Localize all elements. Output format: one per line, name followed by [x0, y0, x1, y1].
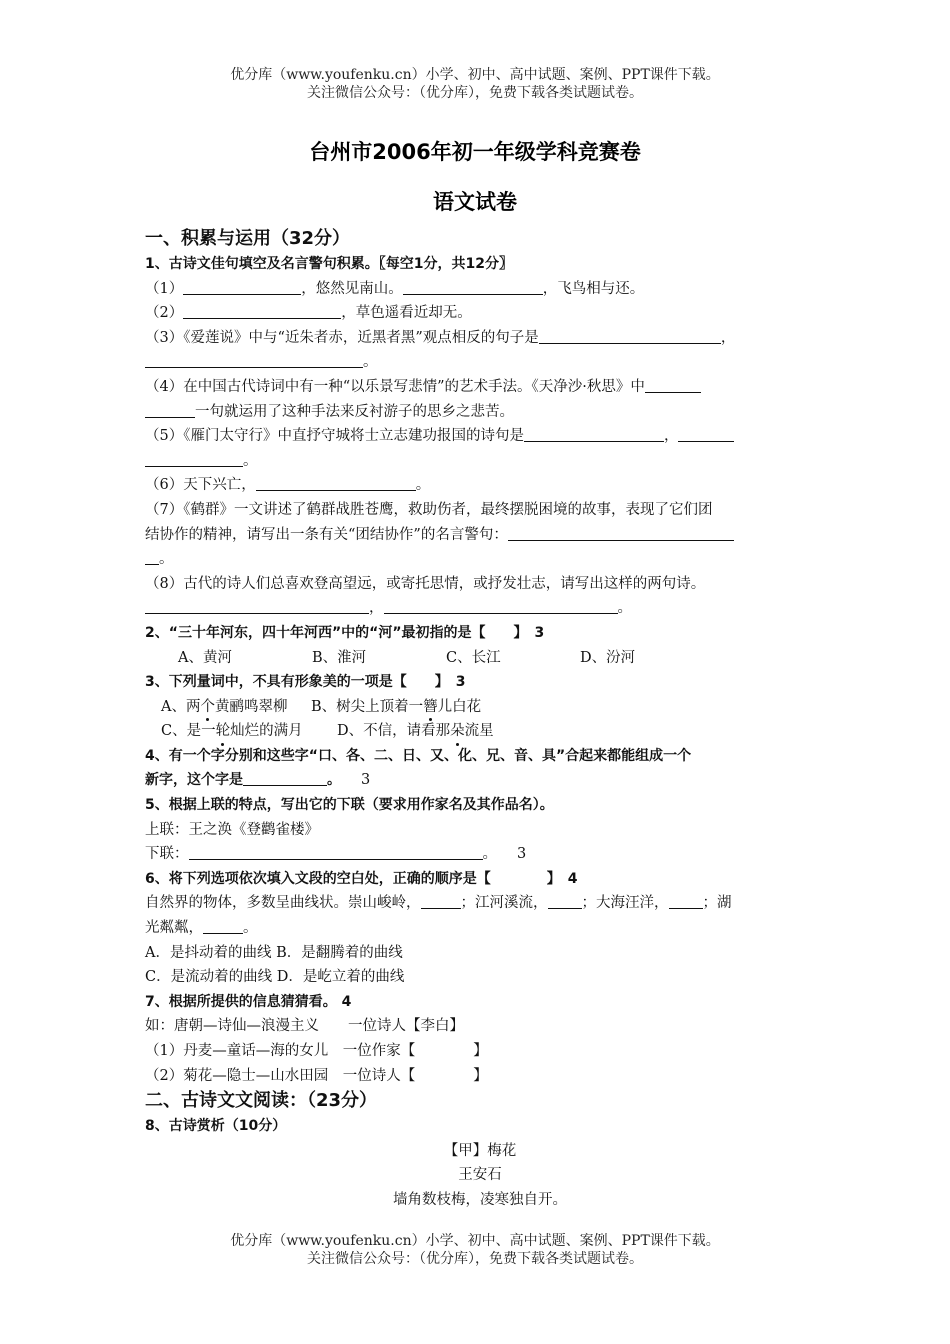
question-1-item-8-cont	[145, 596, 815, 621]
question-7-item-2: （2）菊花—隐士—山水田园 一位诗人【 】	[145, 1067, 488, 1084]
page-header	[0, 66, 950, 102]
item-text: 。	[415, 477, 431, 494]
question-1-item-3-cont	[145, 350, 815, 375]
page-footer	[0, 1232, 950, 1268]
question-1-item-2	[145, 301, 815, 326]
option-a[interactable]: A、两个黄鹂鸣翠柳	[161, 695, 311, 720]
question-1-item-5	[145, 424, 815, 449]
item-text: 一句就运用了这种手法来反衬游子的思乡之悲苦。	[195, 403, 514, 420]
option-d[interactable]: D、汾河	[580, 649, 636, 666]
question-7-stem: 7、根据所提供的信息猜猜看。 4	[145, 993, 352, 1010]
question-3-stem: 3、下列量词中，不具有形象美的一项是【 】 3	[145, 674, 466, 691]
footer-line-2: 关注微信公众号：（优分库），免费下载各类试题试卷。	[307, 1251, 643, 1267]
answer-blank[interactable]	[183, 278, 301, 295]
poem-author: 王安石	[458, 1167, 502, 1184]
item-text: 新字，这个字是	[145, 772, 243, 789]
header-line-1: 优分库（www.youfenku.cn）小学、初中、高中试题、案例、PPT课件下载。	[230, 67, 720, 83]
exam-content	[145, 226, 815, 1213]
item-text: （2）	[145, 305, 184, 322]
item-text: ，	[369, 600, 384, 617]
question-4-line-2	[145, 768, 815, 793]
answer-blank[interactable]	[243, 769, 327, 786]
question-2-stem: 2、“三十年河东，四十年河西”中的“河”最初指的是【 】 3	[145, 624, 545, 641]
item-text: 。	[159, 551, 174, 568]
question-6-stem: 6、将下列选项依次填入文段的空白处，正确的顺序是【 】 4	[145, 870, 578, 887]
question-1-item-1	[145, 277, 815, 302]
answer-blank[interactable]	[669, 892, 703, 909]
item-text: ，飞鸟相与还。	[542, 280, 645, 297]
question-1-item-7: （7）《鹤群》一文讲述了鹤群战胜苍鹰，救助伤者，最终摆脱困境的故事，表现了它们团	[145, 501, 713, 518]
question-1-item-6	[145, 473, 815, 498]
item-text: （6）天下兴亡，	[145, 477, 256, 494]
answer-blank[interactable]	[678, 425, 734, 442]
item-text: 。	[243, 920, 258, 937]
item-text: 。	[243, 452, 258, 469]
item-text: ；大海汪洋，	[581, 895, 669, 912]
question-5-upper: 上联：王之涣《登鹳雀楼》	[145, 821, 319, 838]
item-text: 光粼粼，	[145, 920, 203, 937]
answer-blank[interactable]	[539, 327, 721, 344]
question-1-item-3	[145, 326, 815, 351]
question-6-passage	[145, 891, 815, 916]
answer-blank[interactable]	[645, 376, 701, 393]
answer-blank[interactable]	[524, 425, 664, 442]
question-1-item-4-cont	[145, 400, 815, 425]
question-3-options-cd	[145, 719, 815, 744]
option-c[interactable]: C、长江	[446, 649, 501, 666]
item-text: （4）在中国古代诗词中有一种“以乐景写悲情”的艺术手法。《天净沙·秋思》中	[145, 378, 645, 395]
item-text: （5）《雁门太守行》中直抒守城将士立志建功报国的诗句是	[145, 428, 524, 445]
item-text: （1）	[145, 280, 184, 297]
footer-line-1: 优分库（www.youfenku.cn）小学、初中、高中试题、案例、PPT课件下载。	[230, 1233, 720, 1249]
item-text: 。	[617, 600, 632, 617]
item-text: ；湖	[702, 895, 732, 912]
score: 3	[361, 772, 371, 789]
answer-blank[interactable]	[145, 548, 159, 565]
section-1-heading: 一、积累与运用（32分）	[145, 228, 351, 249]
question-5-stem: 5、根据上联的特点，写出它的下联（要求用作家名及其作品名）。	[145, 797, 554, 814]
answer-blank[interactable]	[203, 917, 243, 934]
header-line-2: 关注微信公众号：（优分库），免费下载各类试题试卷。	[307, 85, 643, 101]
poem-title: 【甲】梅花	[443, 1142, 517, 1159]
item-text: 自然界的物体，多数呈曲线状。崇山峻岭，	[145, 895, 421, 912]
item-text: ，悠然见南山。	[301, 280, 403, 297]
question-1-item-5-cont	[145, 449, 815, 474]
question-1-item-7-cont	[145, 523, 815, 548]
question-7-item-1: （1）丹麦—童话—海的女儿 一位作家【 】	[145, 1043, 488, 1059]
option-b[interactable]: B、淮河	[312, 649, 367, 666]
item-text: ，	[720, 329, 736, 346]
answer-blank[interactable]	[145, 450, 243, 467]
question-6-options-ab: A．是抖动着的曲线 B．是翻腾着的曲线	[145, 944, 403, 961]
question-8-stem: 8、古诗赏析（10分）	[145, 1118, 287, 1135]
answer-blank[interactable]	[403, 278, 543, 295]
answer-blank[interactable]	[145, 597, 369, 614]
item-text: ；江河溪流，	[460, 895, 548, 912]
item-text: 。	[363, 354, 378, 371]
item-text: （3）《爱莲说》中与“近朱者赤，近黑者黑”观点相反的句子是	[145, 329, 539, 346]
answer-blank[interactable]	[256, 474, 416, 491]
question-1-item-8: （8）古代的诗人们总喜欢登高望远，或寄托思情，或抒发壮志，请写出这样的两句诗。	[145, 575, 706, 592]
question-7-example: 如：唐朝—诗仙—浪漫主义 一位诗人【李白】	[145, 1018, 464, 1035]
section-2-heading: 二、古诗文文阅读：（23分）	[145, 1090, 378, 1112]
answer-blank[interactable]	[189, 843, 483, 860]
exam-subtitle: 语文试卷	[433, 190, 517, 214]
answer-blank[interactable]	[508, 524, 734, 541]
item-text: 结协作的精神，请写出一条有关“团结协作”的名言警句：	[145, 526, 508, 543]
answer-blank[interactable]	[145, 401, 195, 418]
option-d[interactable]: D、不信，请看那朵流星	[337, 719, 494, 744]
question-1-item-7-end	[145, 547, 815, 572]
question-6-passage-cont	[145, 916, 815, 941]
item-text: 下联：	[145, 846, 189, 863]
question-6-options-cd: C．是流动着的曲线 D．是屹立着的曲线	[145, 969, 405, 986]
answer-blank[interactable]	[548, 892, 582, 909]
answer-blank[interactable]	[421, 892, 461, 909]
item-text: ，	[663, 428, 679, 445]
question-5-lower	[145, 842, 815, 867]
poem-line: 墙角数枝梅，凌寒独自开。	[393, 1191, 567, 1208]
answer-blank[interactable]	[384, 597, 618, 614]
option-c[interactable]: C、是一轮灿烂的满月	[161, 719, 337, 744]
option-b[interactable]: B、树尖上顶着一簪儿白花	[311, 695, 481, 720]
item-text: ，草色遥看近却无。	[341, 305, 472, 322]
question-4-line-1: 4、有一个字分别和这些字“口、各、二、日、又、化、兄、音、具”合起来都能组成一个	[145, 747, 692, 764]
answer-blank[interactable]	[183, 302, 341, 319]
score: 3	[517, 846, 527, 863]
exam-title: 台州市2006年初一年级学科竞赛卷	[309, 140, 641, 164]
question-2-options	[145, 646, 815, 671]
question-1-stem: 1、古诗文佳句填空及名言警句积累。〖每空1分，共12分〗	[145, 256, 513, 272]
item-text: 。	[327, 772, 341, 789]
answer-blank[interactable]	[145, 351, 363, 368]
option-a[interactable]: A、黄河	[178, 649, 232, 666]
question-1-item-4	[145, 375, 815, 400]
item-text: 。	[482, 846, 497, 863]
question-3-options-ab	[145, 695, 815, 720]
